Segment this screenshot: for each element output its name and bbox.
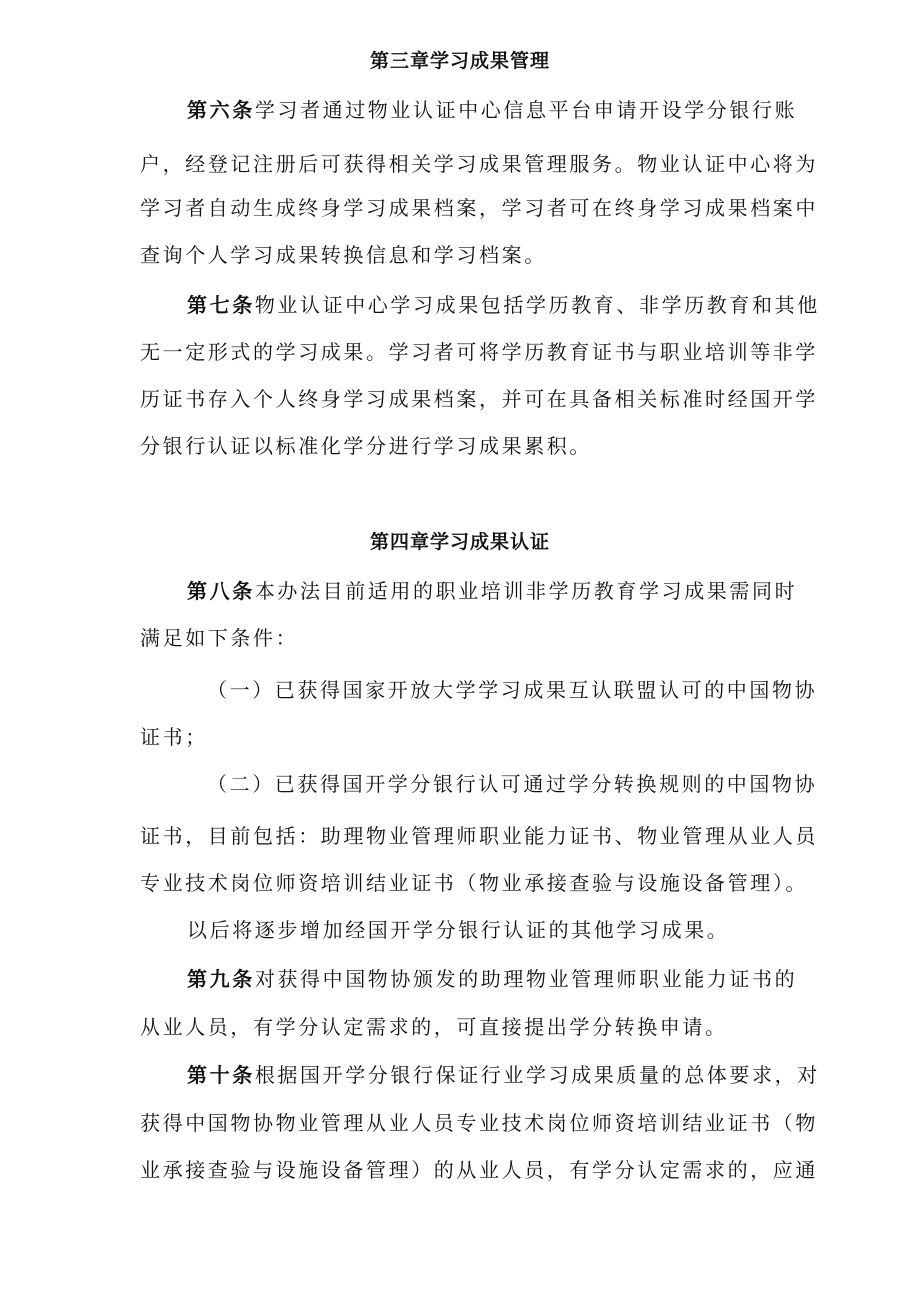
article-6-line-2: 户，经登记注册后可获得相关学习成果管理服务。物业认证中心将为: [140, 152, 818, 176]
article-8-line-2: 满足如下条件：: [140, 626, 299, 650]
chapter-4-heading: 第四章学习成果认证: [369, 531, 550, 553]
article-6-line-3: 学习者自动生成终身学习成果档案，学习者可在终身学习成果档案中: [140, 196, 818, 220]
article-6-line-4: 查询个人学习成果转换信息和学习档案。: [140, 243, 547, 267]
article-8-line-1: 第八条本办法目前适用的职业培训非学历教育学习成果需同时: [187, 579, 798, 603]
article-8-label: 第八条: [187, 579, 255, 603]
article-10-line-1: 第十条根据国开学分银行保证行业学习成果质量的总体要求，对: [187, 1063, 820, 1087]
article-9-line-2: 从业人员，有学分认定需求的，可直接提出学分转换申请。: [140, 1015, 728, 1039]
article-6-line-1: 第六条学习者通过物业认证中心信息平台申请开设学分银行账: [187, 98, 798, 122]
article-7-line-1: 第七条物业认证中心学习成果包括学历教育、非学历教育和其他: [187, 293, 820, 317]
article-9-label: 第九条: [187, 967, 255, 991]
article-7-line-3: 历证书存入个人终身学习成果档案，并可在具备相关标准时经国开学: [140, 387, 818, 411]
article-8-note: 以后将逐步增加经国开学分银行认证的其他学习成果。: [187, 918, 730, 942]
article-7-line-2: 无一定形式的学习成果。学习者可将学历教育证书与职业培训等非学: [140, 340, 818, 364]
article-7-line-4: 分银行认证以标准化学分进行学习成果累积。: [140, 434, 592, 458]
article-8-item-2-line-2: 证书，目前包括：助理物业管理师职业能力证书、物业管理从业人员: [140, 824, 818, 848]
article-6-label: 第六条: [187, 98, 255, 122]
chapter-3-heading: 第三章学习成果管理: [369, 50, 550, 72]
article-8-item-2-line-3: 专业技术岗位师资培训结业证书（物业承接查验与设施设备管理）。: [140, 871, 808, 895]
article-7-label: 第七条: [187, 293, 255, 317]
article-8-item-1-line-1: （一）已获得国家开放大学学习成果互认联盟认可的中国物协: [207, 678, 818, 702]
article-8-item-2-line-1: （二）已获得国开学分银行认可通过学分转换规则的中国物协: [207, 772, 818, 796]
article-10-line-2: 获得中国物协物业管理从业人员专业技术岗位师资培训结业证书（物: [140, 1111, 818, 1135]
article-10-line-3: 业承接查验与设施设备管理）的从业人员，有学分认定需求的，应通: [140, 1158, 818, 1182]
article-10-label: 第十条: [187, 1063, 255, 1087]
article-8-item-1-line-2: 证书；: [140, 725, 208, 749]
article-9-line-1: 第九条对获得中国物协颁发的助理物业管理师职业能力证书的: [187, 967, 798, 991]
